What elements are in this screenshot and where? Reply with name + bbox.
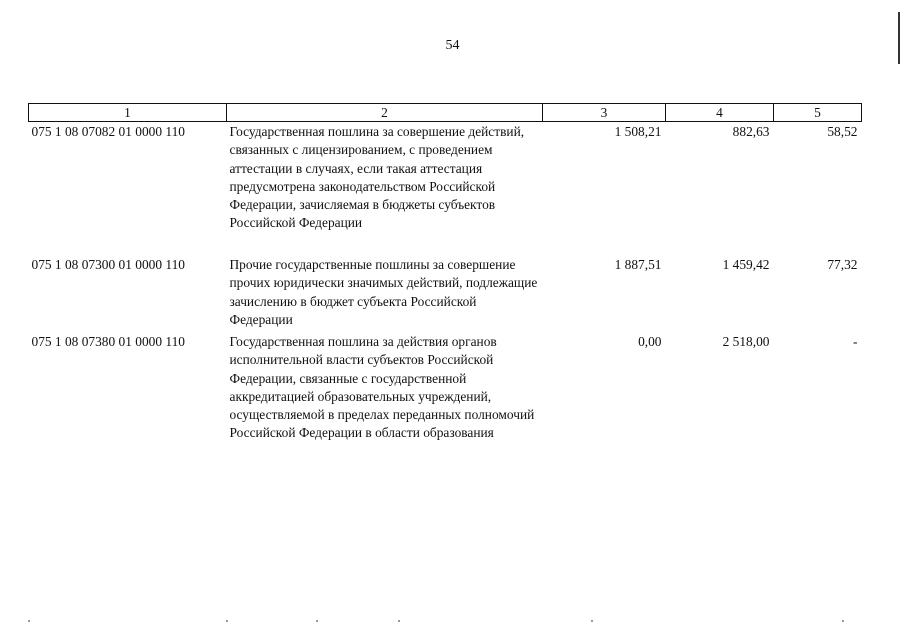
revenue-name: Государственная пошлина за совершение действий, связанных с лицензированием, с проведением аттестации в случаях, если такая аттестация предусмотрена законодательством Российской Федерации, зачисляемая в бюджеты субъектов Российской Федерации [229, 124, 525, 231]
scan-artifact-dot [28, 620, 30, 622]
scan-edge-mark [898, 12, 900, 64]
table-body [29, 122, 862, 464]
table-header [29, 104, 862, 122]
value-col-4: 1 459,42 [722, 257, 770, 272]
scan-artifact-dot [316, 620, 318, 622]
header-col-4: 4 [666, 104, 774, 122]
table-row [29, 255, 862, 332]
value-col-5: 77,32 [827, 257, 858, 272]
value-col-3: 1 508,21 [614, 124, 662, 139]
value-col-5: 58,52 [827, 124, 858, 139]
budget-code: 075 1 08 07300 01 0000 110 [31, 257, 185, 272]
value-col-4: 2 518,00 [722, 334, 770, 349]
page-number: 54 [445, 38, 460, 53]
header-col-2: 2 [227, 104, 543, 122]
scan-artifact-dot [398, 620, 400, 622]
scan-artifact-dot [842, 620, 844, 622]
budget-code: 075 1 08 07380 01 0000 110 [31, 334, 185, 349]
header-col-5: 5 [774, 104, 862, 122]
revenue-name: Прочие государственные пошлины за совершение прочих юридически значимых действий, подлежащие зачислению в бюджет субъекта Российской Федерации [229, 257, 538, 327]
budget-table [28, 103, 862, 463]
header-row [29, 104, 862, 122]
value-col-3: 1 887,51 [614, 257, 662, 272]
header-col-1: 1 [29, 104, 227, 122]
value-col-4: 882,63 [732, 124, 770, 139]
header-col-3: 3 [543, 104, 666, 122]
table-row [29, 122, 862, 256]
table-row [29, 332, 862, 463]
value-col-3: 0,00 [638, 334, 662, 349]
scan-artifact-dot [226, 620, 228, 622]
budget-code: 075 1 08 07082 01 0000 110 [31, 124, 185, 139]
value-col-5: - [853, 334, 858, 349]
revenue-name: Государственная пошлина за действия органов исполнительной власти субъектов Российской Федерации, связанные с государственной аккредитацией образовательных учреждений, осуществляемой в пределах переданных полномочий Российской Федерации в области образования [229, 334, 535, 441]
scan-artifact-dot [591, 620, 593, 622]
